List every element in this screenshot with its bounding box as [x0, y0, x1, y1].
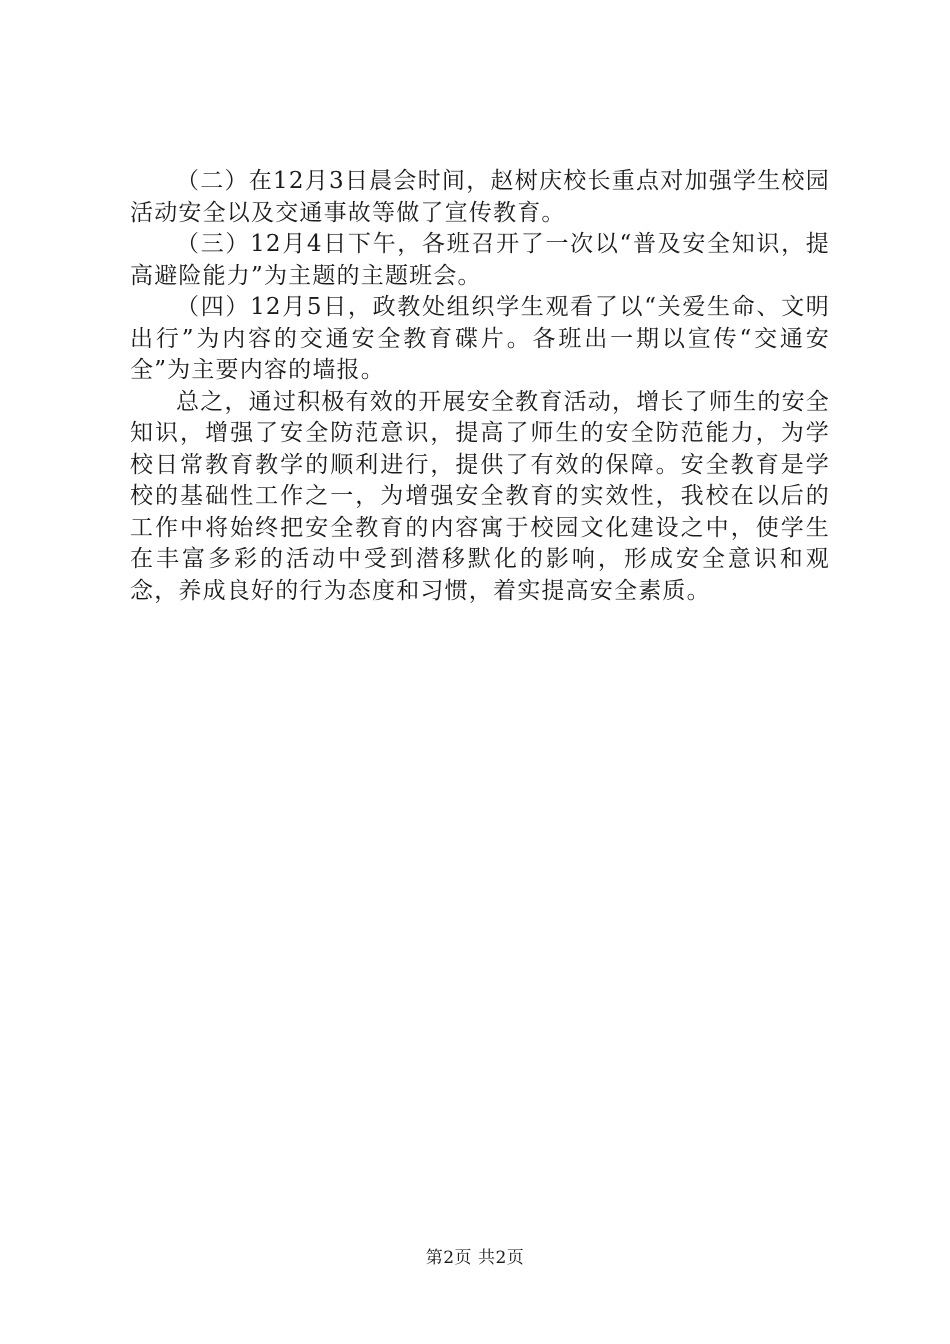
- paragraph-2: （二）在12月3日晨会时间，赵树庆校长重点对加强学生校园活动安全以及交通事故等做了宣传教育。: [130, 168, 830, 226]
- document-body: [130, 166, 830, 607]
- paragraph-summary: 总之，通过积极有效的开展安全教育活动，增长了师生的安全知识，增强了安全防范意识，提高了师生的安全防范能力，为学校日常教育教学的顺利进行，提供了有效的保障。安全教育是学校的基础性工作之一，为增强安全教育的实效性，我校在以后的工作中将始终把安全教育的内容寓于校园文化建设之中，使学生在丰富多彩的活动中受到潜移默化的影响，形成安全意识和观念，养成良好的行为态度和习惯，着实提高安全素质。: [130, 388, 830, 604]
- paragraph-3: （三）12月4日下午，各班召开了一次以“普及安全知识，提高避险能力”为主题的主题班会。: [130, 231, 830, 289]
- paragraph-4: （四）12月5日，政教处组织学生观看了以“关爱生命、文明出行”为内容的交通安全教育碟片。各班出一期以宣传“交通安全”为主要内容的墙报。: [130, 294, 830, 383]
- page-footer: 第2页 共2页: [425, 1248, 525, 1268]
